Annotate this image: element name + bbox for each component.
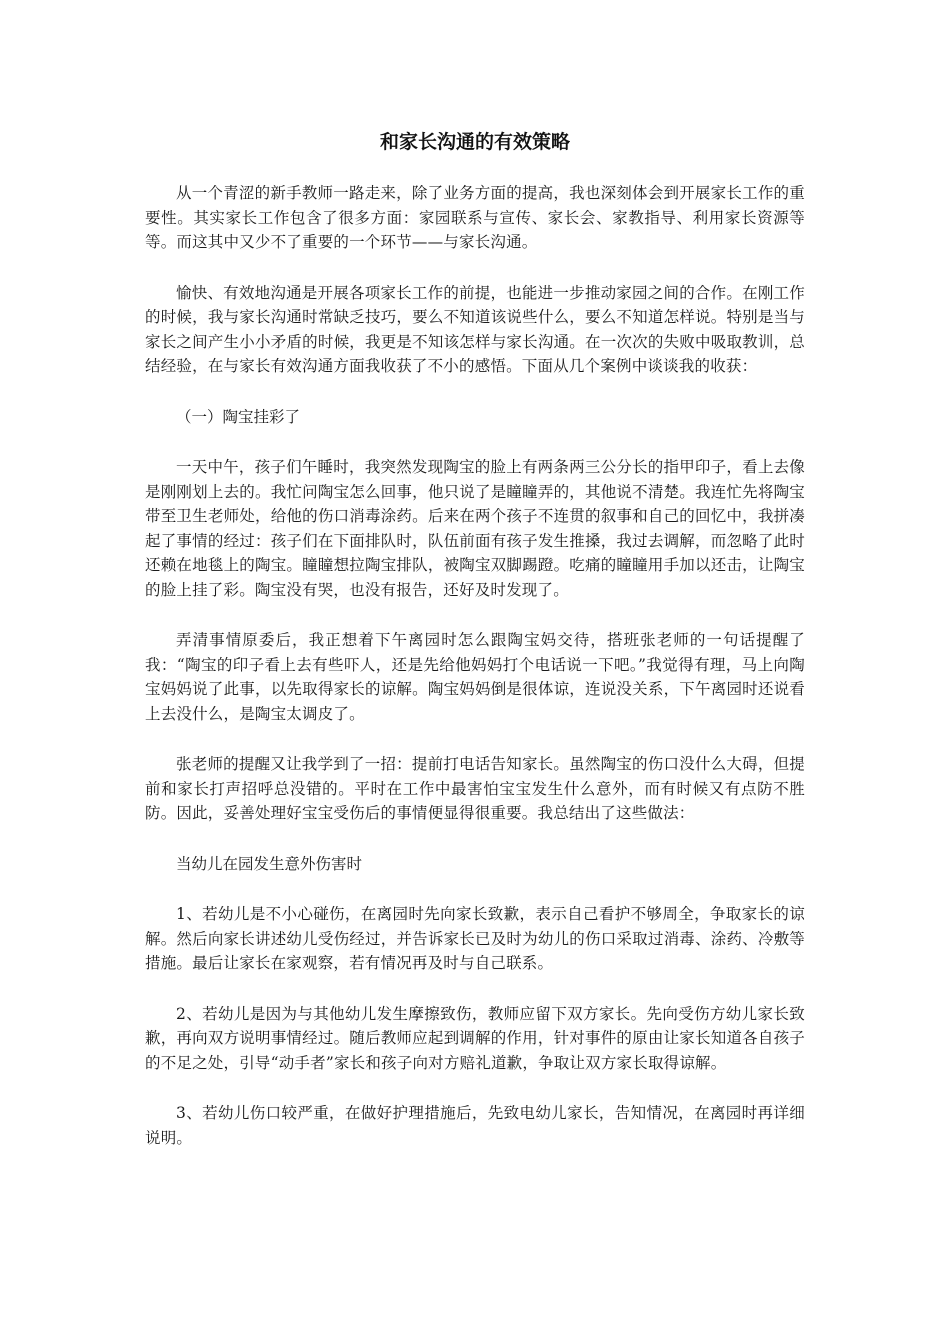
paragraph-lesson: 张老师的提醒又让我学到了一招：提前打电话告知家长。虽然陶宝的伤口没什么大碍，但提前和家长打声招呼总没错的。平时在工作中最害怕宝宝发生什么意外，而有时候又有点防不胜防。因此，妥善处理好宝宝受伤后的事情便显得很重要。我总结出了这些做法： — [145, 755, 805, 822]
document-page — [145, 128, 805, 1176]
list-item-2: 2、若幼儿是因为与其他幼儿发生摩擦致伤，教师应留下双方家长。先向受伤方幼儿家长致歉，再向双方说明事情经过。随后教师应起到调解的作用，针对事件的原由让家长知道各自孩子的不足之处，引导“动手者”家长和孩子向对方赔礼道歉，争取让双方家长取得谅解。 — [145, 1004, 805, 1072]
paragraph-case-story: 一天中午，孩子们午睡时，我突然发现陶宝的脸上有两条两三公分长的指甲印子，看上去像是刚刚划上去的。我忙问陶宝怎么回事，他只说了是瞳瞳弄的，其他说不清楚。我连忙先将陶宝带至卫生老师处，给他的伤口消毒涂药。后来在两个孩子不连贯的叙事和自己的回忆中，我拼凑起了事情的经过：孩子们在下面排队时，队伍前面有孩子发生推搡，我过去调解，而忽略了此时还赖在地毯上的陶宝。瞳瞳想拉陶宝排队，被陶宝双脚踢蹬。吃痛的瞳瞳用手加以还击，让陶宝的脸上挂了彩。陶宝没有哭，也没有报告，还好及时发现了。 — [145, 458, 805, 599]
paragraph-phone-call: 弄清事情原委后，我正想着下午离园时怎么跟陶宝妈交待，搭班张老师的一句话提醒了我：“陶宝的印子看上去有些吓人，还是先给他妈妈打个电话说一下吧。”我觉得有理，马上向陶宝妈妈说了此事，以先取得家长的谅解。陶宝妈妈倒是很体谅，连说没关系，下午离园时还说看上去没什么，是陶宝太调皮了。 — [145, 631, 805, 723]
list-item-1: 1、若幼儿是不小心碰伤，在离园时先向家长致歉，表示自己看护不够周全，争取家长的谅解。然后向家长讲述幼儿受伤经过，并告诉家长已及时为幼儿的伤口采取过消毒、涂药、冷敷等措施。最后让家长在家观察，若有情况再及时与自己联系。 — [145, 905, 805, 972]
document-title: 和家长沟通的有效策略 — [379, 131, 570, 153]
paragraph-intro: 从一个青涩的新手教师一路走来，除了业务方面的提高，我也深刻体会到开展家长工作的重要性。其实家长工作包含了很多方面：家园联系与宣传、家长会、家教指导、利用家长资源等等。而这其中又少不了重要的一个环节——与家长沟通。 — [145, 184, 805, 251]
subheading-accident: 当幼儿在园发生意外伤害时 — [176, 854, 363, 873]
list-item-3: 3、若幼儿伤口较严重，在做好护理措施后，先致电幼儿家长，告知情况，在离园时再详细说明。 — [145, 1104, 805, 1147]
paragraph-communication: 愉快、有效地沟通是开展各项家长工作的前提，也能进一步推动家园之间的合作。在刚工作的时候，我与家长沟通时常缺乏技巧，要么不知道该说些什么，要么不知道怎样说。特别是当与家长之间产生小小矛盾的时候，我更是不知该怎样与家长沟通。在一次次的失败中吸取教训，总结经验，在与家长有效沟通方面我收获了不小的感悟。下面从几个案例中谈谈我的收获： — [145, 283, 805, 375]
section-heading-1: （一）陶宝挂彩了 — [176, 407, 301, 426]
